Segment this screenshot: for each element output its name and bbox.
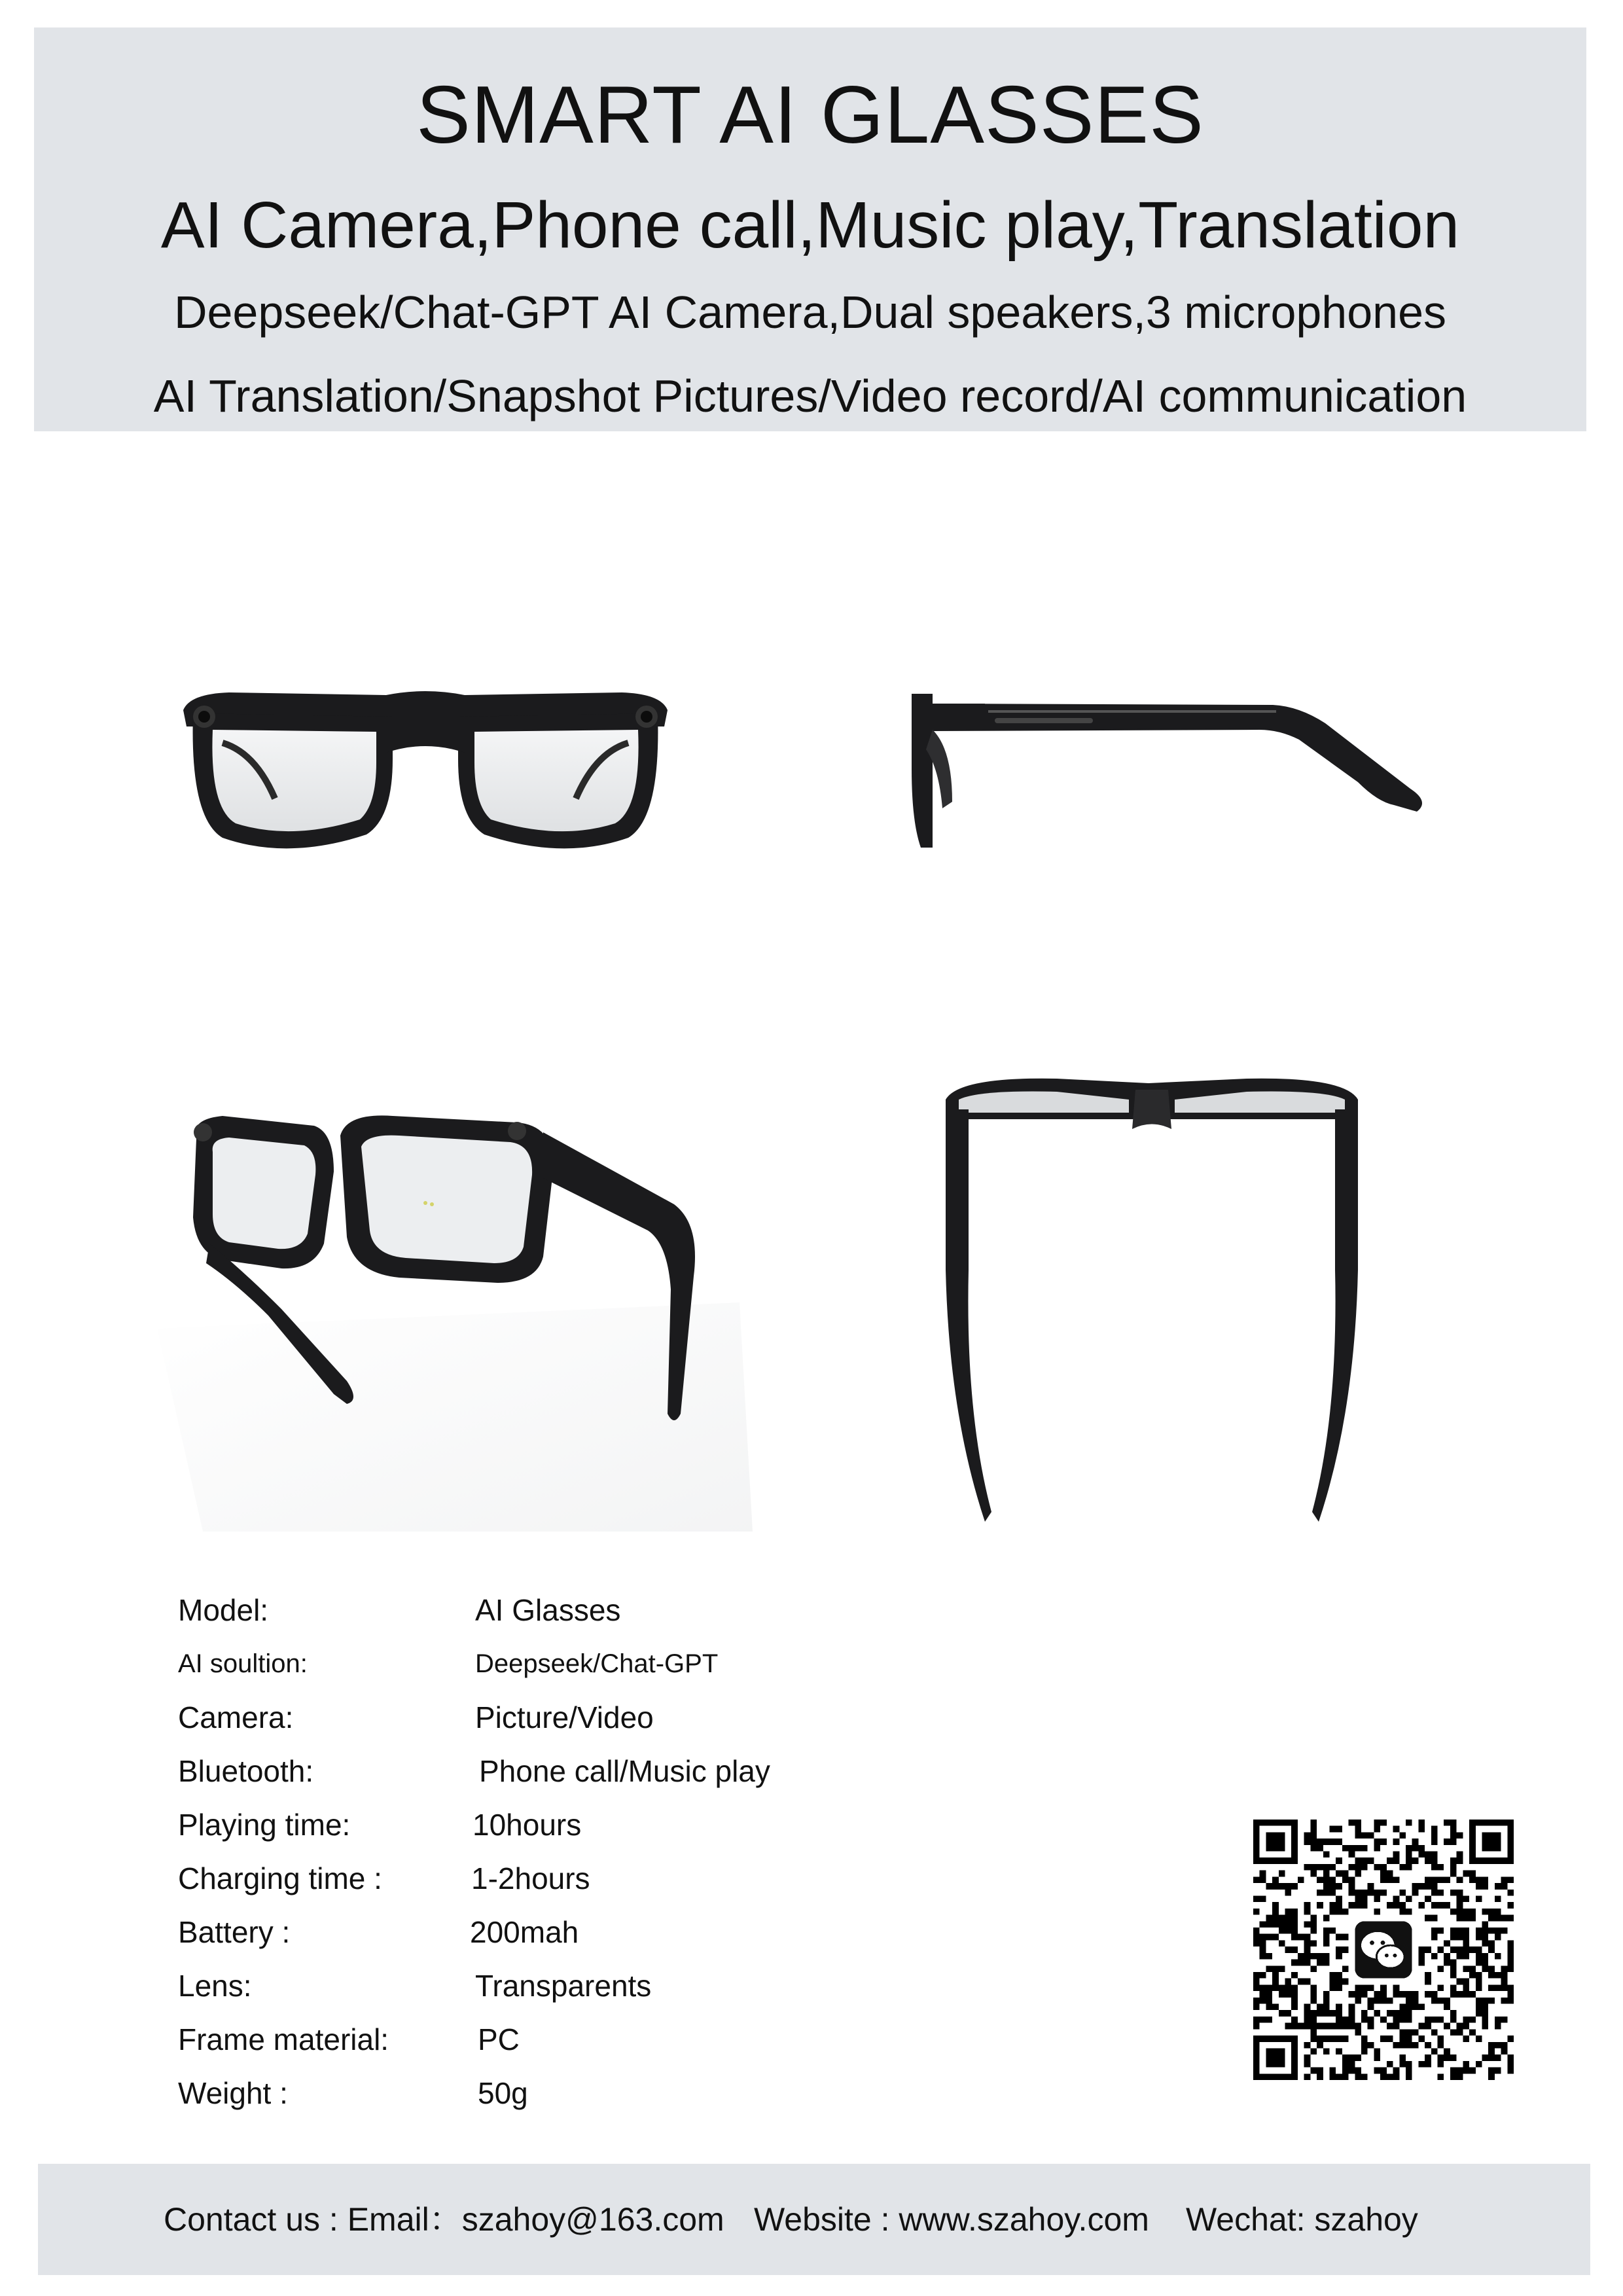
- spec-value: Deepseek/Chat-GPT: [475, 1649, 719, 1678]
- page-subtitle: AI Camera,Phone call,Music play,Translation: [160, 188, 1460, 262]
- glasses-angled-image: [151, 1106, 753, 1532]
- spec-label: Frame material:: [178, 2022, 389, 2056]
- glasses-top-image: [939, 1073, 1364, 1525]
- spec-value: PC: [478, 2022, 520, 2056]
- spec-label: Weight :: [178, 2076, 288, 2110]
- glasses-front-image: [177, 681, 674, 857]
- spec-value: Picture/Video: [475, 1700, 654, 1734]
- features-line-2: AI Translation/Snapshot Pictures/Video record/AI communication: [153, 370, 1467, 422]
- spec-value: 10hours: [473, 1808, 582, 1842]
- spec-label: Playing time:: [178, 1808, 351, 1842]
- glasses-side-image: [906, 691, 1436, 854]
- contact-email[interactable]: Contact us : Email：szahoy@163.com: [164, 2201, 724, 2238]
- features-line-1: Deepseek/Chat-GPT AI Camera,Dual speakers,3 microphones: [173, 287, 1447, 338]
- spec-label: Bluetooth:: [178, 1754, 314, 1788]
- spec-label: Lens:: [178, 1969, 252, 2003]
- spec-value: 1-2hours: [471, 1861, 590, 1895]
- wechat-qr-code[interactable]: [1253, 1820, 1514, 2080]
- spec-value: 50g: [478, 2076, 528, 2110]
- page-title: SMART AI GLASSES: [416, 70, 1204, 160]
- spec-value: Phone call/Music play: [479, 1754, 770, 1788]
- spec-label: Model:: [178, 1593, 269, 1627]
- spec-value: AI Glasses: [475, 1593, 621, 1627]
- contact-wechat: Wechat: szahoy: [1186, 2201, 1418, 2238]
- spec-label: Charging time :: [178, 1861, 382, 1895]
- spec-label: AI soultion:: [178, 1649, 308, 1678]
- spec-label: Camera:: [178, 1700, 294, 1734]
- spec-value: Transparents: [475, 1969, 652, 2003]
- header-banner: [34, 27, 1586, 431]
- spec-value: 200mah: [470, 1915, 579, 1949]
- spec-label: Battery :: [178, 1915, 291, 1949]
- contact-footer: [38, 2164, 1590, 2275]
- contact-website[interactable]: Website : www.szahoy.com: [754, 2201, 1149, 2238]
